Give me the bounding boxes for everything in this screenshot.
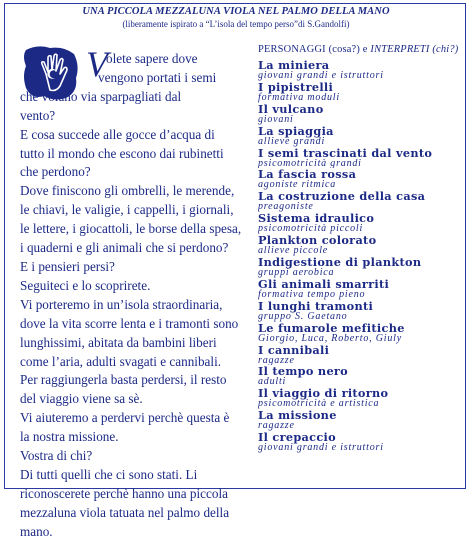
performer-group: ragazze: [258, 420, 295, 432]
character-name: I cannibali: [258, 343, 330, 357]
cast-item: [258, 365, 468, 387]
performer-group: Giorgio, Luca, Roberto, Giuly: [258, 332, 402, 344]
cast-item: [258, 125, 468, 147]
story-line: Vi aiuteremo a perdervi perchè questa è: [20, 410, 230, 426]
performer-group: giovani: [258, 113, 294, 125]
performer-group: psicomotricità grandi: [258, 157, 362, 169]
story-line: dove la vita scorre lenta e i tramonti sono: [20, 315, 239, 331]
page-subtitle: (liberamente ispirato a “L’isola del tempo perso”di S.Gandolfi): [122, 19, 350, 29]
story-line: mezzaluna viola tatuata nel palmo della: [20, 504, 230, 520]
story-line: vento?: [20, 107, 56, 123]
story-line: come l’aria, adulti svagati e cannibali.: [20, 353, 222, 369]
cast-item: [258, 387, 468, 409]
character-name: Il crepaccio: [258, 431, 336, 445]
performer-group: gruppi aerobica: [258, 267, 335, 278]
story-line: la nostra missione.: [20, 429, 119, 445]
performer-group: agoniste ritmica: [258, 179, 337, 191]
story-line: lunghissimi, abitata da bambini liberi: [20, 334, 217, 350]
character-name: Gli animali smarriti: [258, 277, 390, 291]
character-name: I lunghi tramonti: [258, 299, 374, 313]
story-line: Per raggiungerla basta perdersi, il resto: [20, 372, 227, 388]
performer-group: preagoniste: [258, 201, 314, 213]
performer-group: ragazze: [258, 354, 295, 366]
character-name: La fascia rossa: [258, 168, 357, 182]
story-line: tutto il mondo che escono dai rubinetti: [20, 145, 224, 161]
story-line: E cosa succede alle gocce d’acqua di: [20, 126, 215, 142]
performer-group: allieve piccole: [258, 245, 329, 257]
story-line: le lettere, i giocattoli, le borse della spesa,: [20, 221, 242, 237]
drop-cap: V: [86, 44, 108, 84]
performer-group: formativa moduli: [258, 91, 340, 103]
performer-group: gruppo S. Gaetano: [258, 310, 348, 322]
story-line: Vostra di chi?: [20, 448, 93, 464]
character-name: Sistema idraulico: [258, 212, 375, 226]
performer-group: adulti: [258, 376, 287, 388]
cast-item: [258, 278, 468, 300]
story-line: del viaggio viene sa sè.: [20, 391, 143, 407]
character-name: Il vulcano: [258, 102, 324, 116]
cast-item: [258, 147, 468, 169]
character-name: Il tempo nero: [258, 365, 349, 379]
performer-group: allieve grandi: [258, 135, 326, 147]
cast-item: [258, 103, 468, 125]
story-line: olete sapere dove: [106, 51, 198, 66]
cast-item: [258, 81, 468, 103]
cast-item: [258, 344, 468, 366]
cast-item: [258, 256, 468, 278]
story-line: i quaderni e gli animali che si perdono?: [20, 240, 229, 256]
performer-group: psicomotricità e artistica: [258, 398, 380, 410]
character-name: I pipistrelli: [258, 80, 334, 94]
character-name: La miniera: [258, 59, 330, 72]
cast-item: [258, 234, 468, 256]
character-name: La costruzione della casa: [258, 190, 426, 204]
cast-item: [258, 212, 468, 234]
cast-item: [258, 409, 468, 431]
performer-group: formativa tempo pieno: [258, 288, 366, 300]
character-name: Indigestione di plankton: [258, 256, 422, 270]
story-line: mano.: [20, 523, 53, 539]
character-name: I semi trascinati dal vento: [258, 146, 433, 160]
story-line: riconoscerete perchè hanno una piccola: [20, 485, 228, 501]
character-name: Il viaggio di ritorno: [258, 387, 389, 401]
page-title: UNA PICCOLA MEZZALUNA VIOLA NEL PALMO DELLA MANO: [82, 6, 390, 17]
story-line: Seguiteci e lo scoprirete.: [20, 277, 151, 293]
character-name: Plankton colorato: [258, 234, 377, 248]
cast-item: [258, 59, 468, 81]
performer-group: giovani grandi e istruttori: [258, 70, 384, 81]
story-line: le chiavi, le valigie, i cappelli, i giornali,: [20, 202, 234, 218]
character-name: La spiaggia: [258, 124, 334, 138]
story-line: Dove finiscono gli ombrelli, le merende,: [20, 183, 235, 199]
story-line: E i pensieri persi?: [20, 258, 115, 274]
story-line: che perdono?: [20, 164, 91, 180]
performer-group: psicomotricità piccoli: [258, 223, 364, 235]
cast-item: [258, 322, 468, 344]
performer-group: giovani grandi e istruttori: [258, 442, 384, 454]
cast-item: [258, 190, 468, 212]
story-line: Di tutti quelli che ci sono stati. Li: [20, 466, 198, 482]
character-name: La missione: [258, 409, 337, 423]
cast-item: [258, 168, 468, 190]
cast-item: [258, 431, 468, 453]
story-line: Vi porteremo in un’isola straordinaria,: [20, 296, 223, 312]
cast-heading: PERSONAGGI (cosa?) e INTERPRETI (chi?): [258, 44, 459, 55]
story-line: che volano via sparpagliati dal: [20, 88, 182, 104]
cast-item: [258, 300, 468, 322]
cast-list: [258, 44, 468, 453]
story-text: [20, 50, 256, 542]
character-name: Le fumarole mefitiche: [258, 321, 405, 335]
story-line: vengono portati i semi: [98, 69, 217, 85]
